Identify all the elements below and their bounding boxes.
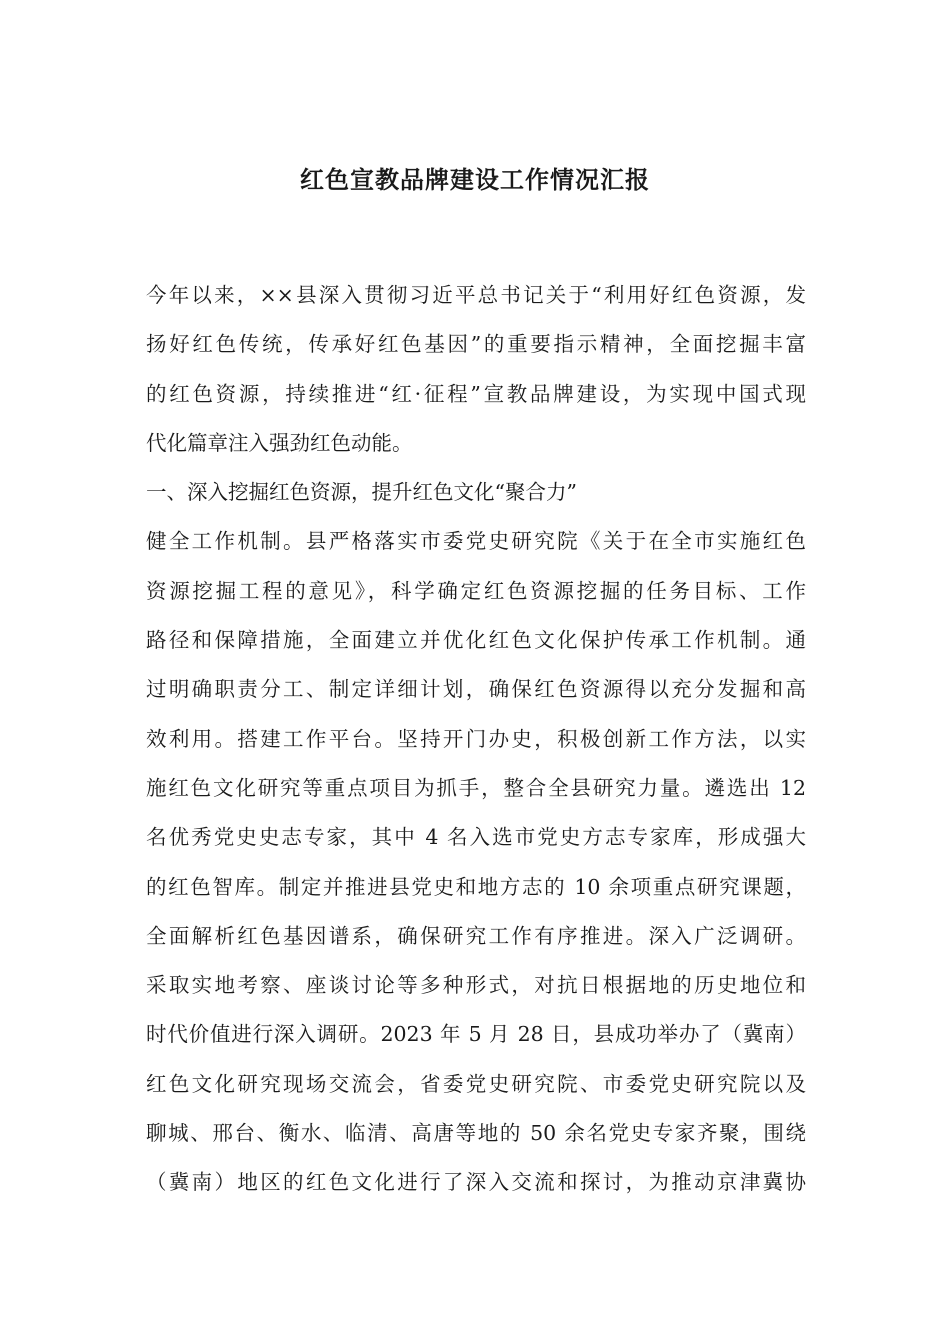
paragraph-line: 的红色智库。制定并推进县党史和地方志的 10 余项重点研究课题， (146, 874, 806, 899)
paragraph-line: 时代价值进行深入调研。2023 年 5 月 28 日，县成功举办了（冀南） (146, 1022, 806, 1047)
document-body (146, 275, 806, 1212)
paragraph-line: 今年以来，××县深入贯彻习近平总书记关于“利用好红色资源，发 (146, 283, 806, 307)
paragraph-line: 过明确职责分工、制定详细计划，确保红色资源得以充分发掘和高 (146, 677, 806, 702)
section-heading: 一、深入挖掘红色资源，提升红色文化“聚合力” (146, 480, 577, 505)
paragraph-line: 健全工作机制。县严格落实市委党史研究院《关于在全市实施红色 (146, 529, 806, 554)
paragraph-line: 施红色文化研究等重点项目为抓手，整合全县研究力量。遴选出 12 (146, 775, 806, 800)
paragraph-line: 代化篇章注入强劲红色动能。 (146, 430, 413, 455)
paragraph-line: 全面解析红色基因谱系，确保研究工作有序推进。深入广泛调研。 (146, 923, 806, 948)
paragraph-line: 资源挖掘工程的意见》，科学确定红色资源挖掘的任务目标、工作 (146, 578, 806, 603)
paragraph-line: 效利用。搭建工作平台。坚持开门办史，积极创新工作方法，以实 (146, 726, 806, 751)
paragraph-line: 红色文化研究现场交流会，省委党史研究院、市委党史研究院以及 (146, 1071, 806, 1096)
page-title: 红色宣教品牌建设工作情况汇报 (300, 165, 650, 194)
paragraph-line: （冀南）地区的红色文化进行了深入交流和探讨，为推动京津冀协 (146, 1170, 806, 1195)
paragraph-line: 名优秀党史史志专家，其中 4 名入选市党史方志专家库，形成强大 (146, 825, 806, 850)
paragraph-line: 扬好红色传统，传承好红色基因”的重要指示精神，全面挖掘丰富 (146, 332, 806, 357)
paragraph-line: 采取实地考察、座谈讨论等多种形式，对抗日根据地的历史地位和 (146, 973, 806, 998)
paragraph-line: 聊城、邢台、衡水、临清、高唐等地的 50 余名党史专家齐聚，围绕 (146, 1121, 806, 1146)
paragraph-line: 的红色资源，持续推进“红·征程”宣教品牌建设，为实现中国式现 (146, 381, 806, 406)
paragraph-line: 路径和保障措施，全面建立并优化红色文化保护传承工作机制。通 (146, 628, 806, 653)
